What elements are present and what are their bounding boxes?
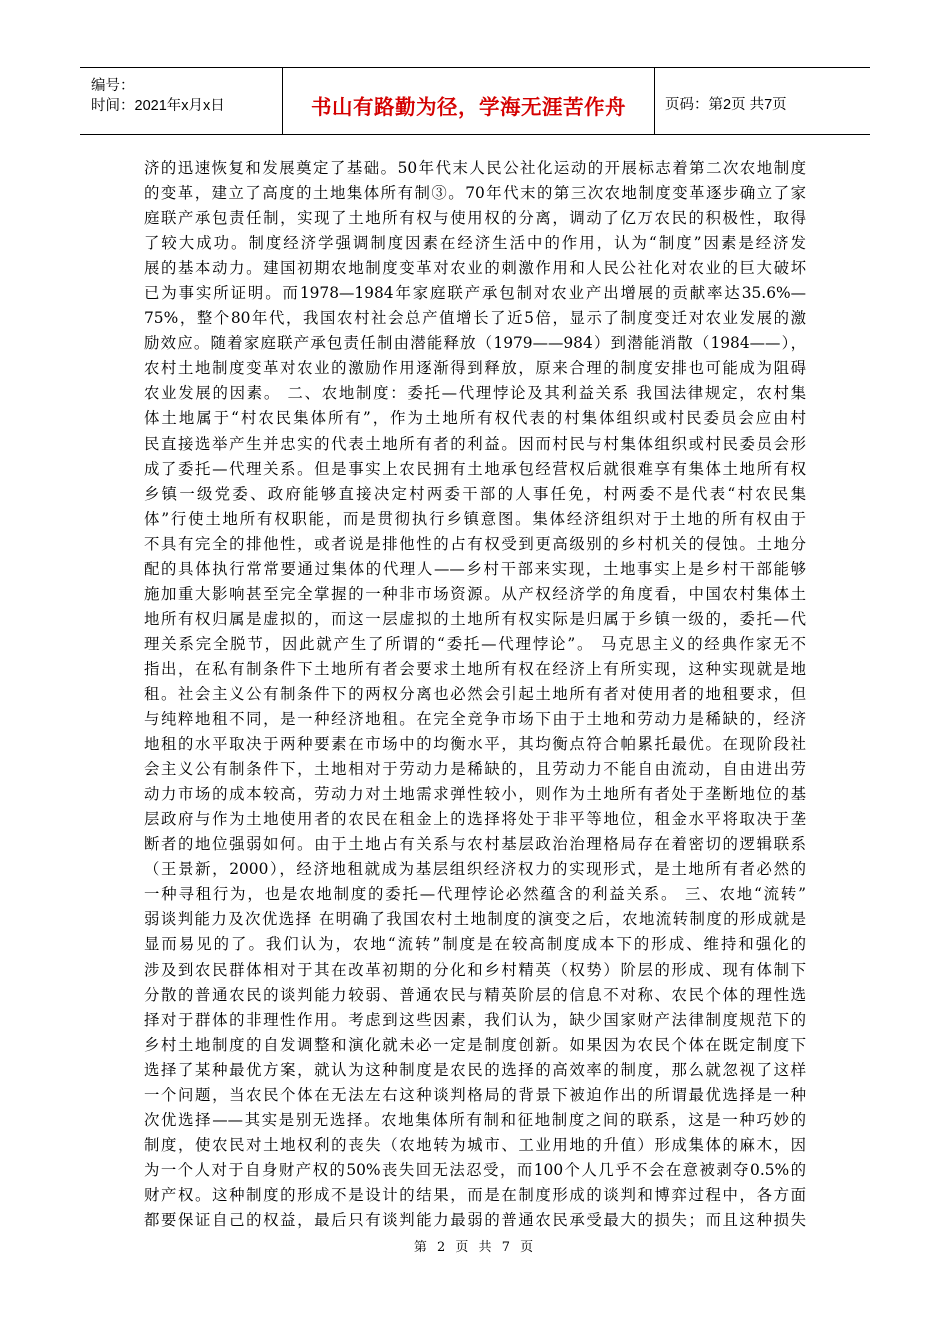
body-line: 农村土地制度变革对农业的激励作用逐渐得到释放，原来合理的制度安排也可能成为阻碍 <box>144 359 806 378</box>
header-meta-cell <box>80 68 283 134</box>
body-line: 理关系完全脱节，因此就产生了所谓的“委托—代理悖论”。 马克思主义的经典作家无不 <box>144 634 806 653</box>
body-line: 断者的地位强弱如何。由于土地占有关系与农村基层政治治理格局存在着密切的逻辑联系 <box>144 835 806 854</box>
body-line: 体”行使土地所有权职能，而是贯彻执行乡镇意图。集体经济组织对于土地的所有权由于 <box>144 509 806 528</box>
body-line: 济的迅速恢复和发展奠定了基础。50年代末人民公社化运动的开展标志着第二次农地制度 <box>144 159 806 177</box>
body-line: 农业发展的因素。 二、农地制度：委托—代理悖论及其利益关系 我国法律规定，农村集 <box>144 384 806 403</box>
body-line: 庭联产承包责任制，实现了土地所有权与使用权的分离，调动了亿万农民的积极性，取得 <box>144 209 806 228</box>
body-line: 配的具体执行常常要通过集体的代理人——乡村干部来实现，土地事实上是乡村干部能够 <box>144 559 806 578</box>
body-line: 分散的普通农民的谈判能力较弱、普通农民与精英阶层的信息不对称、农民个体的理性选 <box>144 985 806 1004</box>
body-line: 了较大成功。制度经济学强调制度因素在经济生活中的作用，认为“制度”因素是经济发 <box>144 234 806 253</box>
body-line: 成了委托—代理关系。但是事实上农民拥有土地承包经营权后就很难享有集体土地所有权 <box>144 459 806 478</box>
body-line: 为一个人对于自身财产权的50%丧失回无法忍受，而100个人几乎不会在意被剥夺0.5%的 <box>144 1160 806 1179</box>
body-line: 乡镇一级党委、政府能够直接决定村两委干部的人事任免，村两委不是代表“村农民集 <box>144 484 806 503</box>
body-line: 民直接选举产生并忠实的代表土地所有者的利益。因而村民与村集体组织或村民委员会形 <box>144 434 806 453</box>
body-line: 地租的水平取决于两种要素在市场中的均衡水平，其均衡点符合帕累托最优。在现阶段社 <box>144 735 806 754</box>
body-line: 择对于群体的非理性作用。考虑到这些因素，我们认为，缺少国家财产法律制度规范下的 <box>144 1010 806 1029</box>
body-line: 的变革，建立了高度的土地集体所有制③。70年代末的第三次农地制度变革逐步确立了家 <box>144 184 806 203</box>
body-line: 已为事实所证明。而1978—1984年家庭联产承包制对农业产出增展的贡献率达35.6%— <box>144 284 806 303</box>
body-line: 体土地属于“村农民集体所有”，作为土地所有权代表的村集体组织或村民委员会应由村 <box>144 409 806 428</box>
code-label: 编号： <box>91 78 135 94</box>
page-header <box>80 67 870 135</box>
body-line: 励效应。随着家庭联产承包责任制由潜能释放（1979——984）到潜能消散（1984——）， <box>144 334 806 353</box>
body-line: 地所有权归属是虚拟的，而这一层虚拟的土地所有权实际是归属于乡镇一级的，委托—代 <box>144 609 806 628</box>
body-line: 75%，整个80年代，我国农村社会总产值增长了近5倍，显示了制度变迁对农业发展的激 <box>144 309 806 328</box>
body-line: 不具有完全的排他性，或者说是排他性的占有权受到更高级别的乡村机关的侵蚀。土地分 <box>144 534 806 553</box>
body-text <box>144 156 806 1233</box>
body-line: 涉及到农民群体相对于其在改革初期的分化和乡村精英（权势）阶层的形成、现有体制下 <box>144 960 806 979</box>
body-line: 租。社会主义公有制条件下的两权分离也必然会引起土地所有者对使用者的地租要求，但 <box>144 684 806 703</box>
motto-text: 书山有路勤为径，学海无涯苦作舟 <box>311 95 626 119</box>
body-line: 财产权。这种制度的形成不是设计的结果，而是在制度形成的谈判和博弈过程中，各方面 <box>144 1185 806 1204</box>
body-line: （王景新，2000），经济地租就成为基层组织经济权力的实现形式，是土地所有者必然的 <box>144 860 806 879</box>
body-line: 弱谈判能力及次优选择 在明确了我国农村土地制度的演变之后，农地流转制度的形成就是 <box>144 910 806 929</box>
body-line: 乡村土地制度的自发调整和演化就未必一定是制度创新。如果因为农民个体在既定制度下 <box>144 1035 806 1054</box>
body-line: 与纯粹地租不同，是一种经济地租。在完全竞争市场下由于土地和劳动力是稀缺的，经济 <box>144 710 806 729</box>
body-line: 一个问题，当农民个体在无法左右这种谈判格局的背景下被迫作出的所谓最优选择是一种 <box>144 1085 806 1104</box>
header-page-cell <box>655 68 870 134</box>
time-label: 时间：2021年x月x日 <box>91 98 225 114</box>
body-line: 选择了某种最优方案，就认为这种制度是农民的选择的高效率的制度，那么就忽视了这样 <box>144 1060 806 1079</box>
body-line: 会主义公有制条件下，土地相对于劳动力是稀缺的，且劳动力不能自由流动，自由进出劳 <box>144 760 806 779</box>
body-line: 展的基本动力。建国初期农地制度变革对农业的刺激作用和人民公社化对农业的巨大破坏 <box>144 259 806 278</box>
body-line: 动力市场的成本较高，劳动力对土地需求弹性较小，则作为土地所有者处于垄断地位的基 <box>144 785 806 804</box>
header-motto-cell <box>283 68 655 134</box>
body-line: 层政府与作为土地使用者的农民在租金上的选择将处于非平等地位，租金水平将取决于垄 <box>144 810 806 829</box>
body-line: 施加重大影响甚至完全掌握的一种非市场资源。从产权经济学的角度看，中国农村集体土 <box>144 584 806 603</box>
body-line: 一种寻租行为，也是农地制度的委托—代理悖论必然蕴含的利益关系。 三、农地“流转” <box>144 885 806 904</box>
body-line: 指出，在私有制条件下土地所有者会要求土地所有权在经济上有所实现，这种实现就是地 <box>144 659 806 678</box>
body-line: 次优选择——其实是别无选择。农地集体所有制和征地制度之间的联系，这是一种巧妙的 <box>144 1110 806 1129</box>
page-footer: 第 2 页 共 7 页 <box>413 1240 537 1255</box>
body-line: 显而易见的了。我们认为，农地“流转”制度是在较高制度成本下的形成、维持和强化的 <box>144 935 806 954</box>
page-info: 页码：第2页 共7页 <box>665 97 787 113</box>
body-line: 制度，使农民对土地权利的丧失（农地转为城市、工业用地的升值）形成集体的麻木，因 <box>144 1135 806 1154</box>
body-line: 都要保证自己的权益，最后只有谈判能力最弱的普通农民承受最大的损失；而且这种损失 <box>144 1210 806 1229</box>
